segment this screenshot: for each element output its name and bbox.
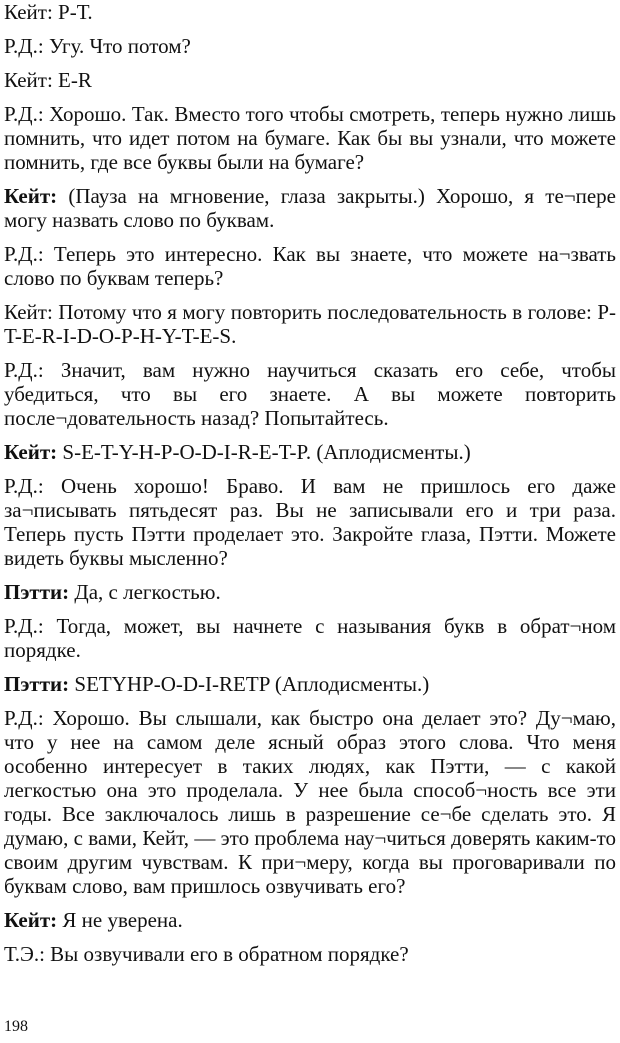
paragraph-text: SETYHP-O-D-I-RETP (Аплодисменты.) <box>69 672 430 696</box>
dialogue-paragraph <box>4 908 616 932</box>
dialogue-paragraph <box>4 242 616 290</box>
dialogue-paragraph <box>4 34 616 58</box>
dialogue-paragraph <box>4 440 616 464</box>
paragraph-text: Р.Д.: Хорошо. Так. Вместо того чтобы смотреть, теперь нужно лишь помнить, что идет потом на бумаге. Как бы вы узнали, что можете помнить, где все буквы были на бумаге? <box>4 102 616 174</box>
speaker-label: Кейт: <box>4 440 58 464</box>
paragraph-text: Р.Д.: Очень хорошо! Браво. И вам не пришлось его даже за¬писывать пятьдесят раз. Вы не записывали его и три раза. Теперь пусть Пэтти проделает это. Закройте глаза, Пэтти. Можете видеть буквы мысленно? <box>4 474 616 570</box>
speaker-label: Пэтти: <box>4 672 70 696</box>
dialogue-paragraph <box>4 184 616 232</box>
dialogue-paragraph <box>4 672 616 696</box>
speaker-label: Кейт: <box>4 908 58 932</box>
dialogue-paragraph <box>4 474 616 570</box>
speaker-label: Пэтти: <box>4 580 70 604</box>
page-number: 198 <box>4 1018 28 1035</box>
paragraph-text: Да, с легкостью. <box>69 580 221 604</box>
dialogue-paragraph <box>4 0 616 24</box>
dialogue-paragraph <box>4 300 616 348</box>
speaker-label: Кейт: <box>4 184 58 208</box>
paragraph-text: (Пауза на мгновение, глаза закрыты.) Хорошо, я те¬пере могу назвать слово по буквам. <box>4 184 616 232</box>
paragraph-text: Т.Э.: Вы озвучивали его в обратном порядке? <box>4 942 409 966</box>
paragraph-text: Р.Д.: Тогда, может, вы начнете с называния букв в обрат¬ном порядке. <box>4 614 616 662</box>
dialogue-paragraph <box>4 358 616 430</box>
dialogue-paragraph <box>4 942 616 966</box>
dialogue-paragraph <box>4 614 616 662</box>
paragraph-text: Кейт: Потому что я могу повторить последовательность в голове: P-T-E-R-I-D-O-P-H-Y-T-E-S. <box>4 300 616 348</box>
paragraph-text: Р.Д.: Теперь это интересно. Как вы знаете, что можете на¬звать слово по буквам теперь? <box>4 242 616 290</box>
dialogue-paragraph <box>4 580 616 604</box>
paragraph-text: Кейт: E-R <box>4 68 92 92</box>
paragraph-text: Кейт: Р-Т. <box>4 0 93 24</box>
dialogue-paragraph <box>4 706 616 898</box>
paragraph-text: S-E-T-Y-H-P-O-D-I-R-E-T-P. (Аплодисменты.) <box>57 440 471 464</box>
book-page <box>4 0 616 976</box>
paragraph-text: Р.Д.: Значит, вам нужно научиться сказать его себе, чтобы убедиться, что вы его знаете. А вы можете повторить после¬довательность назад? Попытайтесь. <box>4 358 616 430</box>
dialogue-paragraph <box>4 68 616 92</box>
paragraph-text: Я не уверена. <box>57 908 183 932</box>
paragraph-text: Р.Д.: Хорошо. Вы слышали, как быстро она делает это? Ду¬маю, что у нее на самом деле ясный образ этого слова. Что меня особенно интересует в таких людях, как Пэтти, — с какой легкостью она это проделала. У нее была способ¬ность все эти годы. Все заключалось лишь в разрешение се¬бе сделать это. Я думаю, с вами, Кейт, — это проблема нау¬читься доверять каким-то своим другим чувствам. К при¬меру, когда вы проговаривали по буквам слово, вам пришлось озвучивать его? <box>4 706 616 898</box>
paragraph-text: Р.Д.: Угу. Что потом? <box>4 34 191 58</box>
dialogue-paragraph <box>4 102 616 174</box>
